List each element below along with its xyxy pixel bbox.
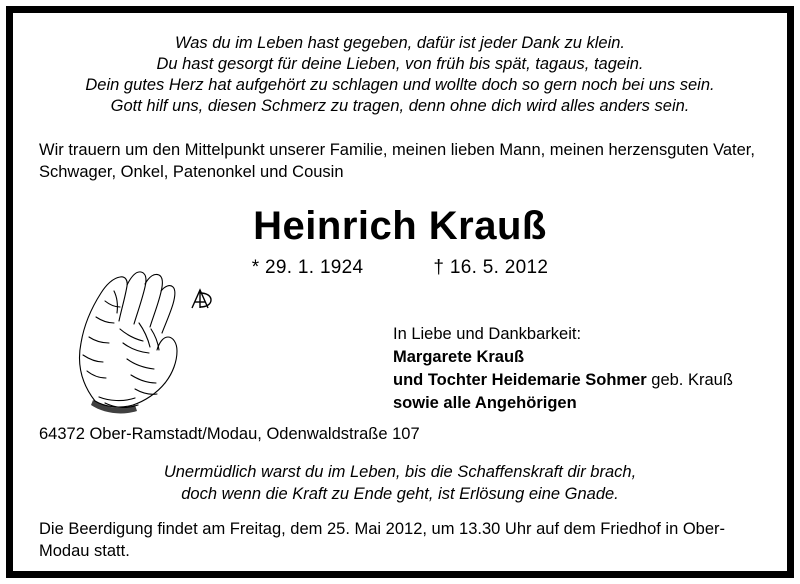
verse-line: Dein gutes Herz hat aufgehört zu schlagen und wollte doch so gern noch bei uns sein. bbox=[85, 76, 715, 94]
obituary-content bbox=[13, 13, 787, 571]
monogram-icon bbox=[189, 287, 215, 311]
survivor-relatives: sowie alle Angehörigen bbox=[393, 394, 577, 412]
survivor-daughter-maiden: geb. Krauß bbox=[651, 371, 733, 389]
funeral-info: Die Beerdigung findet am Freitag, dem 25. Mai 2012, um 13.30 Uhr auf dem Friedhof in Ober-Modau statt. bbox=[39, 520, 726, 560]
deceased-name: Heinrich Krauß bbox=[253, 204, 547, 248]
verse-line: Gott hilf uns, diesen Schmerz zu tragen, denn ohne dich wird alles anders sein. bbox=[110, 97, 690, 115]
obituary-frame bbox=[6, 6, 794, 578]
opening-verse bbox=[39, 33, 761, 117]
verse-line: Du hast gesorgt für deine Lieben, von früh bis spät, tagaus, tagein. bbox=[156, 55, 644, 73]
survivor-daughter bbox=[393, 369, 733, 392]
survivor-name: Margarete Krauß bbox=[393, 348, 525, 366]
praying-hands-icon bbox=[65, 251, 205, 416]
survivor-daughter-name: und Tochter Heidemarie Sohmer bbox=[393, 371, 647, 389]
closing-verse bbox=[13, 461, 787, 505]
birth-date: * 29. 1. 1924 bbox=[251, 257, 364, 278]
thanks-block bbox=[393, 323, 733, 415]
verse-line: Was du im Leben hast gegeben, dafür ist jeder Dank zu klein. bbox=[174, 34, 626, 52]
verse-line: Unermüdlich warst du im Leben, bis die Schaffenskraft dir brach, bbox=[163, 463, 637, 481]
address-line: 64372 Ober-Ramstadt/Modau, Odenwaldstraße 107 bbox=[39, 425, 420, 443]
death-date: † 16. 5. 2012 bbox=[433, 257, 549, 278]
verse-line: doch wenn die Kraft zu Ende geht, ist Erlösung eine Gnade. bbox=[181, 485, 619, 503]
thanks-heading: In Liebe und Dankbarkeit: bbox=[393, 325, 582, 343]
mourning-statement: Wir trauern um den Mittelpunkt unserer Familie, meinen lieben Mann, meinen herzensguten Vater, Schwager, Onkel, Patenonkel und Cousin bbox=[39, 141, 755, 181]
